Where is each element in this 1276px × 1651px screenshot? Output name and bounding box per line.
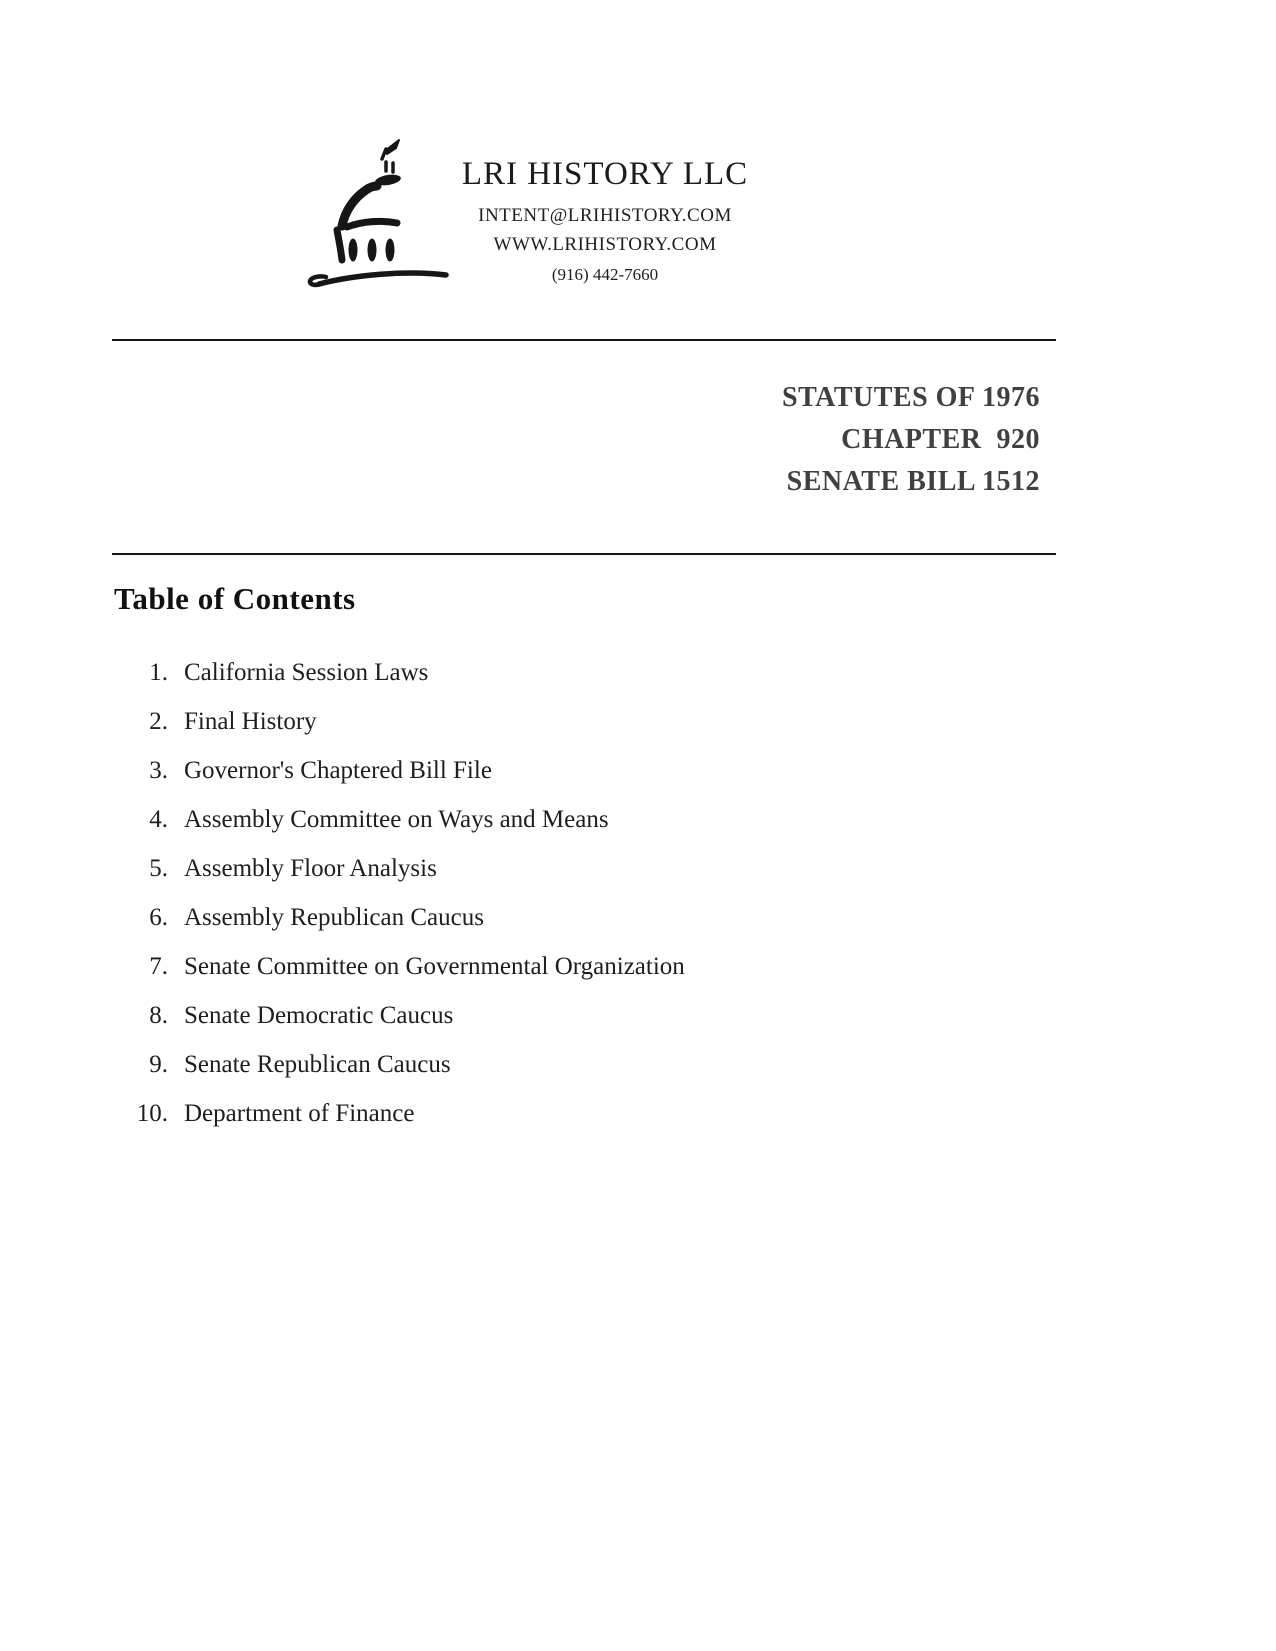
- toc-item-number: 10.: [136, 1099, 168, 1127]
- toc-item-number: 2.: [149, 707, 168, 735]
- toc-item: [114, 991, 1014, 1040]
- contact-email: INTENT@LRIHISTORY.COM: [478, 205, 732, 226]
- toc-item-label: Assembly Floor Analysis: [184, 854, 437, 882]
- toc-item: [114, 893, 1014, 942]
- toc-item-label: Governor's Chaptered Bill File: [184, 756, 492, 784]
- toc-item: [114, 697, 1014, 746]
- toc-item-label: Assembly Committee on Ways and Means: [184, 805, 609, 833]
- toc-item-label: Senate Committee on Governmental Organization: [184, 952, 685, 980]
- toc-item: [114, 648, 1014, 697]
- toc-item-number: 6.: [149, 903, 168, 931]
- statute-reference-block: [782, 377, 1040, 503]
- toc-list: [114, 648, 1014, 1138]
- contact-phone: (916) 442-7660: [551, 265, 659, 284]
- senate-bill-line: SENATE BILL 1512: [786, 466, 1040, 497]
- toc-item-number: 1.: [149, 658, 168, 686]
- toc-item-label: California Session Laws: [184, 658, 429, 686]
- chapter-line: CHAPTER 920: [841, 424, 1040, 455]
- toc-heading: Table of Contents: [114, 581, 356, 616]
- company-name: LRI HISTORY LLC: [461, 156, 749, 192]
- toc-item: [114, 844, 1014, 893]
- horizontal-rule-middle: [112, 553, 1056, 555]
- toc-item: [114, 746, 1014, 795]
- toc-item: [114, 942, 1014, 991]
- toc-item-label: Assembly Republican Caucus: [184, 903, 484, 931]
- toc-item-number: 5.: [149, 854, 168, 882]
- toc-item-label: Department of Finance: [184, 1099, 415, 1127]
- toc-item-number: 8.: [149, 1001, 168, 1029]
- contact-website: WWW.LRIHISTORY.COM: [493, 234, 717, 255]
- letterhead: [450, 156, 760, 285]
- toc-item-number: 4.: [149, 805, 168, 833]
- toc-item-label: Senate Democratic Caucus: [184, 1001, 454, 1029]
- toc-item-number: 3.: [149, 756, 168, 784]
- capitol-dome-icon: [292, 128, 467, 290]
- horizontal-rule-top: [112, 339, 1056, 341]
- toc-item-label: Final History: [184, 707, 317, 735]
- toc-item-number: 7.: [149, 952, 168, 980]
- toc-item: [114, 1040, 1014, 1089]
- toc-item: [114, 795, 1014, 844]
- toc-item-label: Senate Republican Caucus: [184, 1050, 451, 1078]
- toc-item: [114, 1089, 1014, 1138]
- statutes-line: STATUTES OF 1976: [782, 382, 1040, 413]
- toc-item-number: 9.: [149, 1050, 168, 1078]
